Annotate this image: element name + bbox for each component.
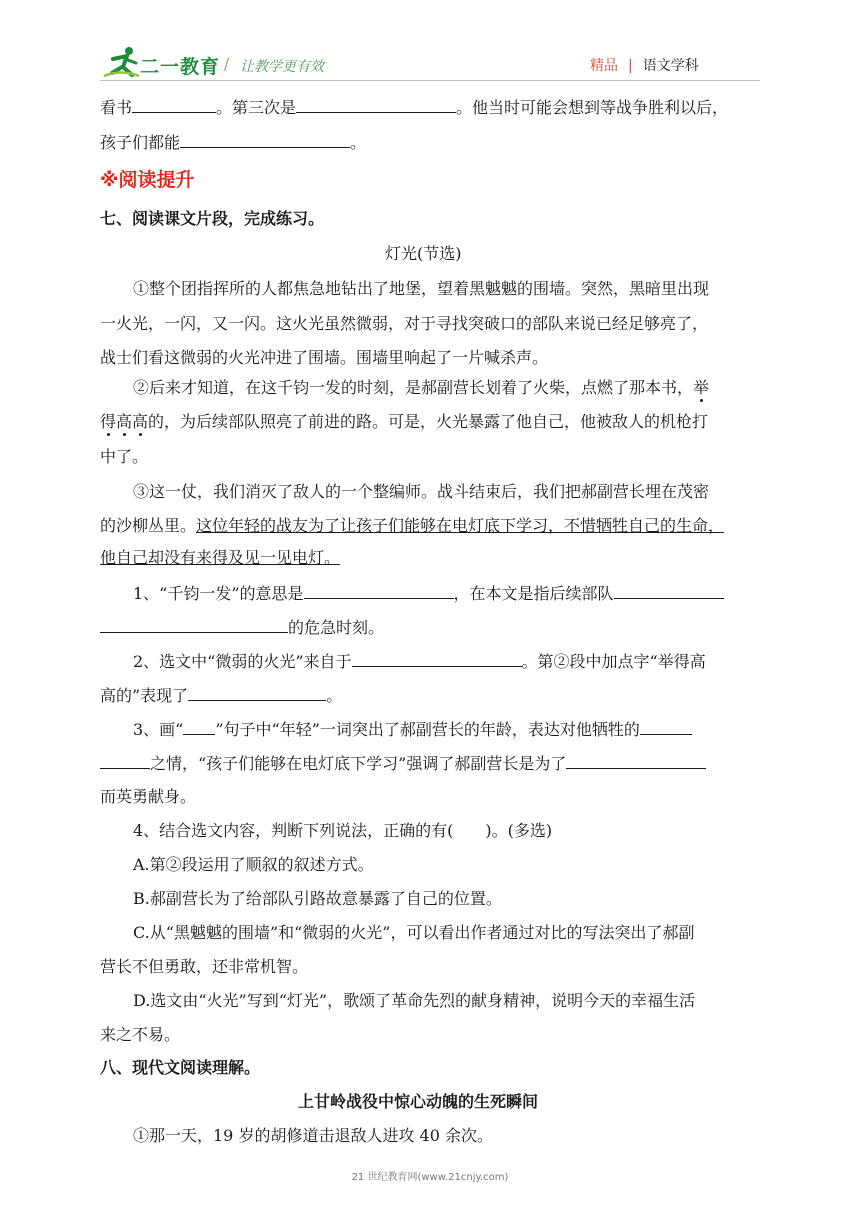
passage-2-title: 上甘岭战役中惊心动魄的生死瞬间 bbox=[298, 1092, 539, 1111]
question-7-2: 2、选文中“微弱的火光”来自于 。第②段中加点字“举得高 bbox=[133, 652, 706, 671]
answer-blank[interactable] bbox=[640, 719, 692, 735]
question-7-3-end: 而英勇献身。 bbox=[100, 787, 197, 806]
option-d-cont: 来之不易。 bbox=[100, 1025, 181, 1044]
paragraph-1-line: 战士们看这微弱的火光冲进了围墙。围墙里响起了一片喊杀声。 bbox=[100, 348, 549, 367]
answer-blank[interactable] bbox=[188, 685, 326, 701]
answer-blank[interactable] bbox=[304, 583, 454, 599]
answer-blank[interactable] bbox=[100, 617, 288, 633]
header-right bbox=[590, 55, 699, 75]
passage-2-paragraph-1: ①那一天，19 岁的胡修道击退敌人进攻 40 余次。 bbox=[133, 1126, 493, 1145]
option-d: D.选文由“火光”写到“灯光”，歌颂了革命先烈的献身精神，说明今天的幸福生活 bbox=[133, 991, 696, 1010]
paragraph-3-line: 的沙柳丛里。这位年轻的战友为了让孩子们能够在电灯底下学习，不惜牺牲自己的生命， bbox=[100, 516, 725, 535]
quality-badge: 精品 bbox=[590, 58, 618, 74]
paragraph-2-line: 得高高的，为后续部队照亮了前进的路。可是，火光暴露了他自己，他被敌人的机枪打 bbox=[100, 412, 709, 431]
question-7-3-cont: 之情，“孩子们能够在电灯底下学习”强调了郝副营长是为了 bbox=[100, 753, 706, 774]
answer-blank[interactable] bbox=[100, 753, 150, 769]
question-7-1: 1、“千钧一发”的意思是 ，在本文是指后续部队 bbox=[133, 583, 724, 604]
section-title-reading: ※阅读提升 bbox=[100, 169, 195, 191]
option-a: A.第②段运用了顺叙的叙述方式。 bbox=[133, 855, 374, 874]
question-7-heading: 七、阅读课文片段，完成练习。 bbox=[100, 209, 325, 228]
dotted-char: 高 bbox=[116, 412, 133, 431]
logo-text: 二一教育 bbox=[140, 56, 221, 78]
dotted-char: 举 bbox=[693, 378, 710, 397]
underlined-sentence: 他自己却没有来得及见一见电灯。 bbox=[100, 548, 341, 567]
question-7-1-cont: 的危急时刻。 bbox=[100, 617, 384, 638]
intro-line-1: 看书 。第三次是 。他当时可能会想到等战争胜利以后， bbox=[100, 98, 729, 117]
running-man-logo-icon bbox=[103, 45, 141, 79]
header-divider: | bbox=[628, 58, 633, 74]
page-footer: 21 世纪教育网(www.21cnjy.com) bbox=[351, 1172, 509, 1183]
paragraph-3-line bbox=[100, 548, 340, 568]
answer-blank[interactable] bbox=[352, 651, 522, 667]
answer-blank[interactable] bbox=[183, 719, 215, 735]
answer-blank[interactable] bbox=[614, 583, 724, 599]
answer-blank[interactable] bbox=[296, 97, 456, 113]
intro-line-2: 孩子们都能 。 bbox=[100, 133, 367, 152]
question-8-heading: 八、现代文阅读理解。 bbox=[100, 1058, 261, 1077]
subject-label: 语文学科 bbox=[642, 58, 699, 74]
answer-blank[interactable] bbox=[180, 132, 350, 148]
question-7-4: 4、结合选文内容，判断下列说法，正确的有( )。(多选) bbox=[133, 821, 553, 840]
question-7-3: 3、画“ ”句子中“年轻”一词突出了郝副营长的年龄，表达对他牺牲的 bbox=[133, 719, 692, 740]
paragraph-2-line: 中了。 bbox=[100, 447, 149, 466]
dotted-char: 得 bbox=[100, 412, 117, 431]
passage-title: 灯光(节选) bbox=[385, 244, 462, 263]
option-c-cont: 营长不但勇敢，还非常机智。 bbox=[100, 957, 309, 976]
header-rule bbox=[100, 80, 760, 81]
header-separator: / bbox=[224, 55, 230, 73]
paragraph-1-line: ①整个团指挥所的人都焦急地钻出了地堡，望着黑魆魆的围墙。突然，黑暗里出现 bbox=[133, 279, 710, 298]
page-header bbox=[0, 0, 860, 80]
answer-blank[interactable] bbox=[132, 97, 216, 113]
slogan: 让教学更有效 bbox=[240, 59, 324, 75]
option-b: B.郝副营长为了给部队引路故意暴露了自己的位置。 bbox=[133, 889, 502, 908]
answer-blank[interactable] bbox=[566, 753, 706, 769]
paragraph-1-line: 一火光，一闪，又一闪。这火光虽然微弱，对于寻找突破口的部队来说已经足够亮了， bbox=[100, 314, 709, 333]
dotted-char: 高 bbox=[132, 412, 149, 431]
underlined-sentence: 这位年轻的战友为了让孩子们能够在电灯底下学习，不惜牺牲自己的生命， bbox=[196, 516, 725, 535]
question-7-2-cont: 高的”表现了 。 bbox=[100, 686, 343, 705]
paragraph-3-line: ③这一仗，我们消灭了敌人的一个整编师。战斗结束后，我们把郝副营长埋在茂密 bbox=[133, 482, 710, 501]
paragraph-2-line: ②后来才知道，在这千钧一发的时刻，是郝副营长划着了火柴，点燃了那本书，举 bbox=[133, 378, 710, 397]
option-c: C.从“黑魆魆的围墙”和“微弱的火光”，可以看出作者通过对比的写法突出了郝副 bbox=[133, 923, 695, 942]
